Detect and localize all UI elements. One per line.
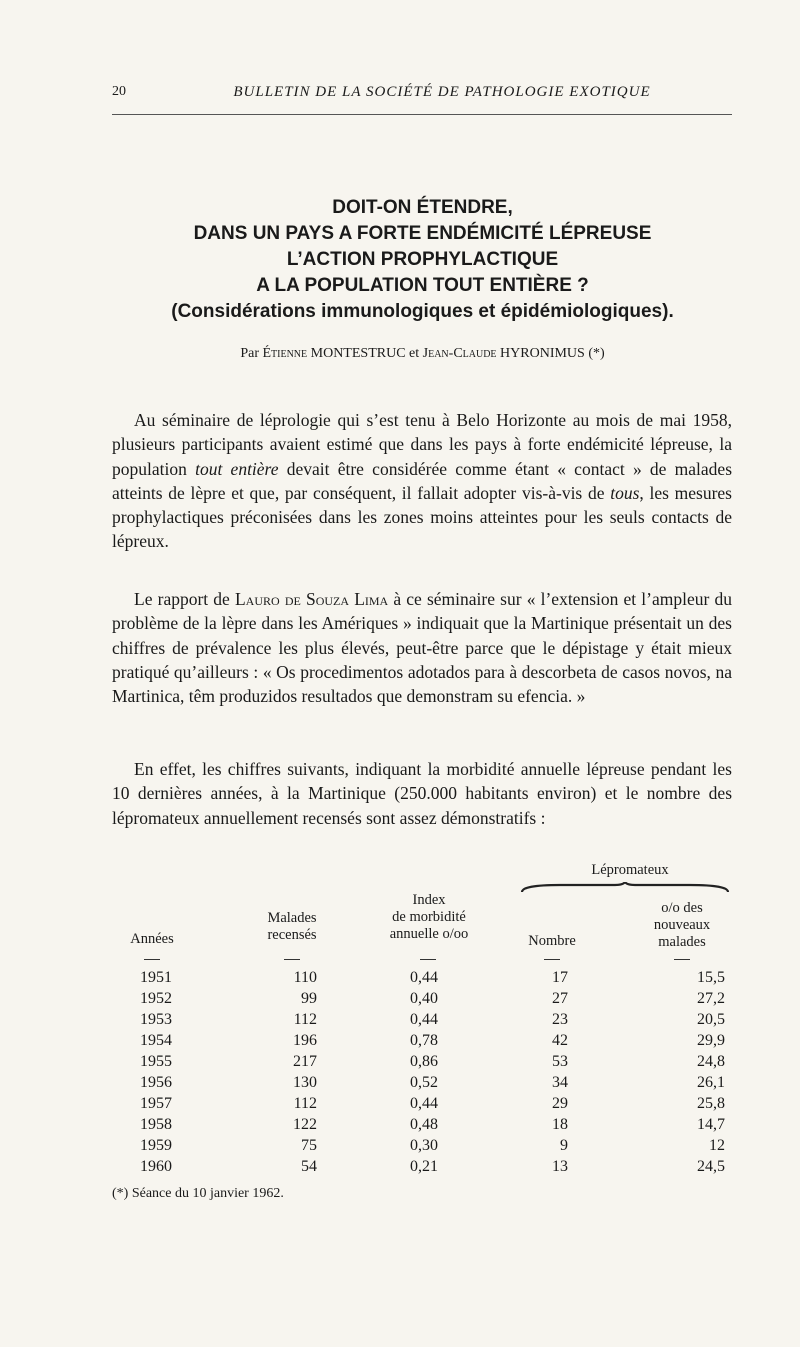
header-pct	[632, 900, 732, 951]
column-nombre	[532, 967, 568, 1177]
p2-text-b: à ce séminaire sur « l’extension et l’ampleur du problème de la lèpre dans les Amériques » indiquait que la Martinique présentait un des chiffres de prévalence les plus élevés, peut-être parce que le dépistage y était mieux pratiqué qu’ailleurs : « Os procedimentos adotados para à descorbeta de casos novos, na Martinica, têm produzidos resultados que demonstram su efencia. »	[112, 589, 732, 707]
cell-annee: 1952	[140, 990, 172, 1007]
cell-malades: 196	[293, 1032, 317, 1049]
author2-last: HYRONIMUS	[500, 346, 585, 361]
cell-annee: 1956	[140, 1074, 172, 1091]
page-number: 20	[112, 84, 126, 99]
cell-pct: 26,1	[697, 1074, 725, 1091]
header-rule	[284, 959, 300, 960]
column-malades	[277, 967, 317, 1177]
header-malades-1: Malades	[267, 910, 317, 926]
cell-pct: 12	[709, 1137, 725, 1154]
title-subtitle: (Considérations immunologiques et épidémiologiques).	[171, 301, 674, 322]
cell-pct: 25,8	[697, 1095, 725, 1112]
cell-nombre: 34	[552, 1074, 568, 1091]
author1-first: Étienne	[262, 346, 308, 361]
column-annees	[140, 967, 172, 1177]
header-rule	[144, 959, 160, 960]
cell-index: 0,86	[410, 1053, 438, 1070]
header-nombre-text: Nombre	[528, 933, 576, 949]
author2-first: Jean-Claude	[422, 346, 497, 361]
p1-text-a: Au séminaire de léprologie qui s’est tenu à Belo Horizonte au mois de mai 1958, plusieurs participants avaient estimé que dans les pays à forte endémicité lépreuse, la population	[112, 410, 732, 479]
byline-prefix: Par	[240, 346, 263, 361]
header-pct-3: malades	[658, 934, 706, 950]
cell-annee: 1960	[140, 1158, 172, 1175]
header-index-3: annuelle o/oo	[389, 926, 469, 942]
header-divider	[112, 114, 732, 115]
cell-pct: 15,5	[697, 969, 725, 986]
p1-emphasis-1: tout entière	[195, 458, 279, 479]
cell-nombre: 27	[552, 990, 568, 1007]
header-pct-2: nouveaux	[653, 917, 711, 933]
paragraph-1	[112, 408, 732, 554]
cell-pct: 14,7	[697, 1116, 725, 1133]
cell-malades: 217	[293, 1053, 317, 1070]
cell-index: 0,52	[410, 1074, 438, 1091]
running-header	[112, 84, 732, 106]
column-index	[410, 967, 438, 1177]
title-line: A LA POPULATION TOUT ENTIÈRE ?	[256, 275, 589, 296]
group-header-lepromateux: Lépromateux	[591, 862, 669, 878]
cell-annee: 1959	[140, 1137, 172, 1154]
cell-annee: 1953	[140, 1011, 172, 1028]
cell-index: 0,44	[410, 1011, 438, 1028]
cell-index: 0,78	[410, 1032, 438, 1049]
header-index-1: Index	[412, 892, 446, 908]
cell-index: 0,44	[410, 1095, 438, 1112]
header-index-2: de morbidité	[392, 909, 466, 925]
cell-pct: 29,9	[697, 1032, 725, 1049]
cell-nombre: 13	[552, 1158, 568, 1175]
footnote: (*) Séance du 10 janvier 1962.	[112, 1186, 284, 1201]
p1-emphasis-2: tous	[610, 482, 640, 503]
title-line: DANS UN PAYS A FORTE ENDÉMICITÉ LÉPREUSE	[193, 223, 652, 244]
cell-malades: 75	[301, 1137, 317, 1154]
cell-malades: 110	[293, 969, 317, 986]
byline	[110, 346, 735, 362]
header-malades-2: recensés	[267, 927, 317, 943]
p1-text-c: , les mesures prophylactiques préconisées dans les zones moins atteintes pour les seuls contacts de lépreux.	[112, 482, 732, 552]
footnote-marker: (*)	[584, 346, 605, 361]
cell-index: 0,44	[410, 969, 438, 986]
cell-pct: 24,5	[697, 1158, 725, 1175]
cell-nombre: 42	[552, 1032, 568, 1049]
header-malades	[242, 910, 342, 944]
header-annees	[112, 931, 192, 948]
morbidity-table	[112, 857, 737, 1177]
title-line: DOIT-ON ÉTENDRE,	[332, 197, 513, 218]
cell-pct: 24,8	[697, 1053, 725, 1070]
p3-text: En effet, les chiffres suivants, indiquant la morbidité annuelle lépreuse pendant les 10 dernières années, à la Martinique (250.000 habitants environ) et le nombre des lépromateux annuellement recensés sont assez démonstratifs :	[112, 759, 732, 828]
cell-nombre: 17	[552, 969, 568, 986]
header-pct-1: o/o des	[661, 900, 703, 916]
author1-last: MONTESTRUC	[310, 346, 406, 361]
paragraph-3	[112, 757, 732, 830]
cell-nombre: 53	[552, 1053, 568, 1070]
header-nombre	[512, 933, 592, 950]
header-rule	[544, 959, 560, 960]
group-brace	[520, 882, 730, 894]
cell-annee: 1957	[140, 1095, 172, 1112]
cell-malades: 54	[301, 1158, 317, 1175]
cell-index: 0,48	[410, 1116, 438, 1133]
cell-annee: 1951	[140, 969, 172, 986]
cell-nombre: 23	[552, 1011, 568, 1028]
cell-nombre: 29	[552, 1095, 568, 1112]
cell-malades: 122	[293, 1116, 317, 1133]
header-rule	[420, 959, 436, 960]
cell-annee: 1954	[140, 1032, 172, 1049]
cell-malades: 130	[293, 1074, 317, 1091]
article-title	[110, 195, 735, 325]
paragraph-2	[112, 587, 732, 708]
header-index	[364, 892, 494, 943]
header-annees-text: Années	[130, 931, 174, 947]
cell-annee: 1955	[140, 1053, 172, 1070]
cell-pct: 27,2	[697, 990, 725, 1007]
p2-text-a: Le rapport de	[134, 589, 235, 609]
title-line: L’ACTION PROPHYLACTIQUE	[286, 249, 559, 270]
header-rule	[674, 959, 690, 960]
cell-index: 0,21	[410, 1158, 438, 1175]
cell-nombre: 9	[560, 1137, 568, 1154]
column-pct	[667, 967, 725, 1177]
cell-annee: 1958	[140, 1116, 172, 1133]
p2-author-name: Lauro de Souza Lima	[234, 589, 389, 609]
cell-malades: 112	[293, 1011, 317, 1028]
cell-malades: 99	[301, 990, 317, 1007]
byline-conj: et	[405, 346, 423, 361]
cell-nombre: 18	[552, 1116, 568, 1133]
journal-running-title: BULLETIN DE LA SOCIÉTÉ DE PATHOLOGIE EXOTIQUE	[233, 84, 651, 100]
cell-index: 0,30	[410, 1137, 438, 1154]
cell-index: 0,40	[410, 990, 438, 1007]
p1-text-b: devait être considérée comme étant « contact » de malades atteints de lèpre et que, par conséquent, il fallait adopter vis-à-vis de	[112, 458, 733, 503]
cell-pct: 20,5	[697, 1011, 725, 1028]
cell-malades: 112	[293, 1095, 317, 1112]
